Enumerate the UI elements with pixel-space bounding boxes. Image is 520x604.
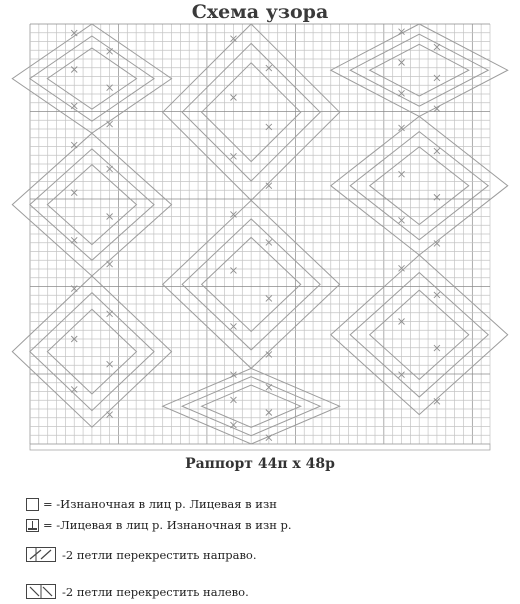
legend-text: -2 петли перекрестить направо. <box>62 547 257 562</box>
legend-item-cable-left <box>26 584 249 599</box>
pattern-title: Схема узора <box>191 1 329 23</box>
chart-baseline <box>30 444 490 450</box>
cable-right-icon <box>26 547 56 562</box>
rapport-label: Раппорт 44п х 48р <box>185 456 335 472</box>
empty-square-icon <box>26 498 39 511</box>
legend-item-purl <box>26 497 277 511</box>
legend-text: = -Изнаночная в лиц р. Лицевая в изн <box>43 497 277 511</box>
knit-stitch-icon <box>26 519 39 532</box>
legend-text: = -Лицевая в лиц р. Изнаночная в изн р. <box>43 518 292 532</box>
pattern-chart <box>0 22 520 462</box>
legend-item-cable-right <box>26 547 257 562</box>
cable-left-icon <box>26 584 56 599</box>
chart-grid <box>30 24 490 450</box>
legend-text: -2 петли перекрестить налево. <box>62 584 249 599</box>
legend-item-knit <box>26 518 292 532</box>
